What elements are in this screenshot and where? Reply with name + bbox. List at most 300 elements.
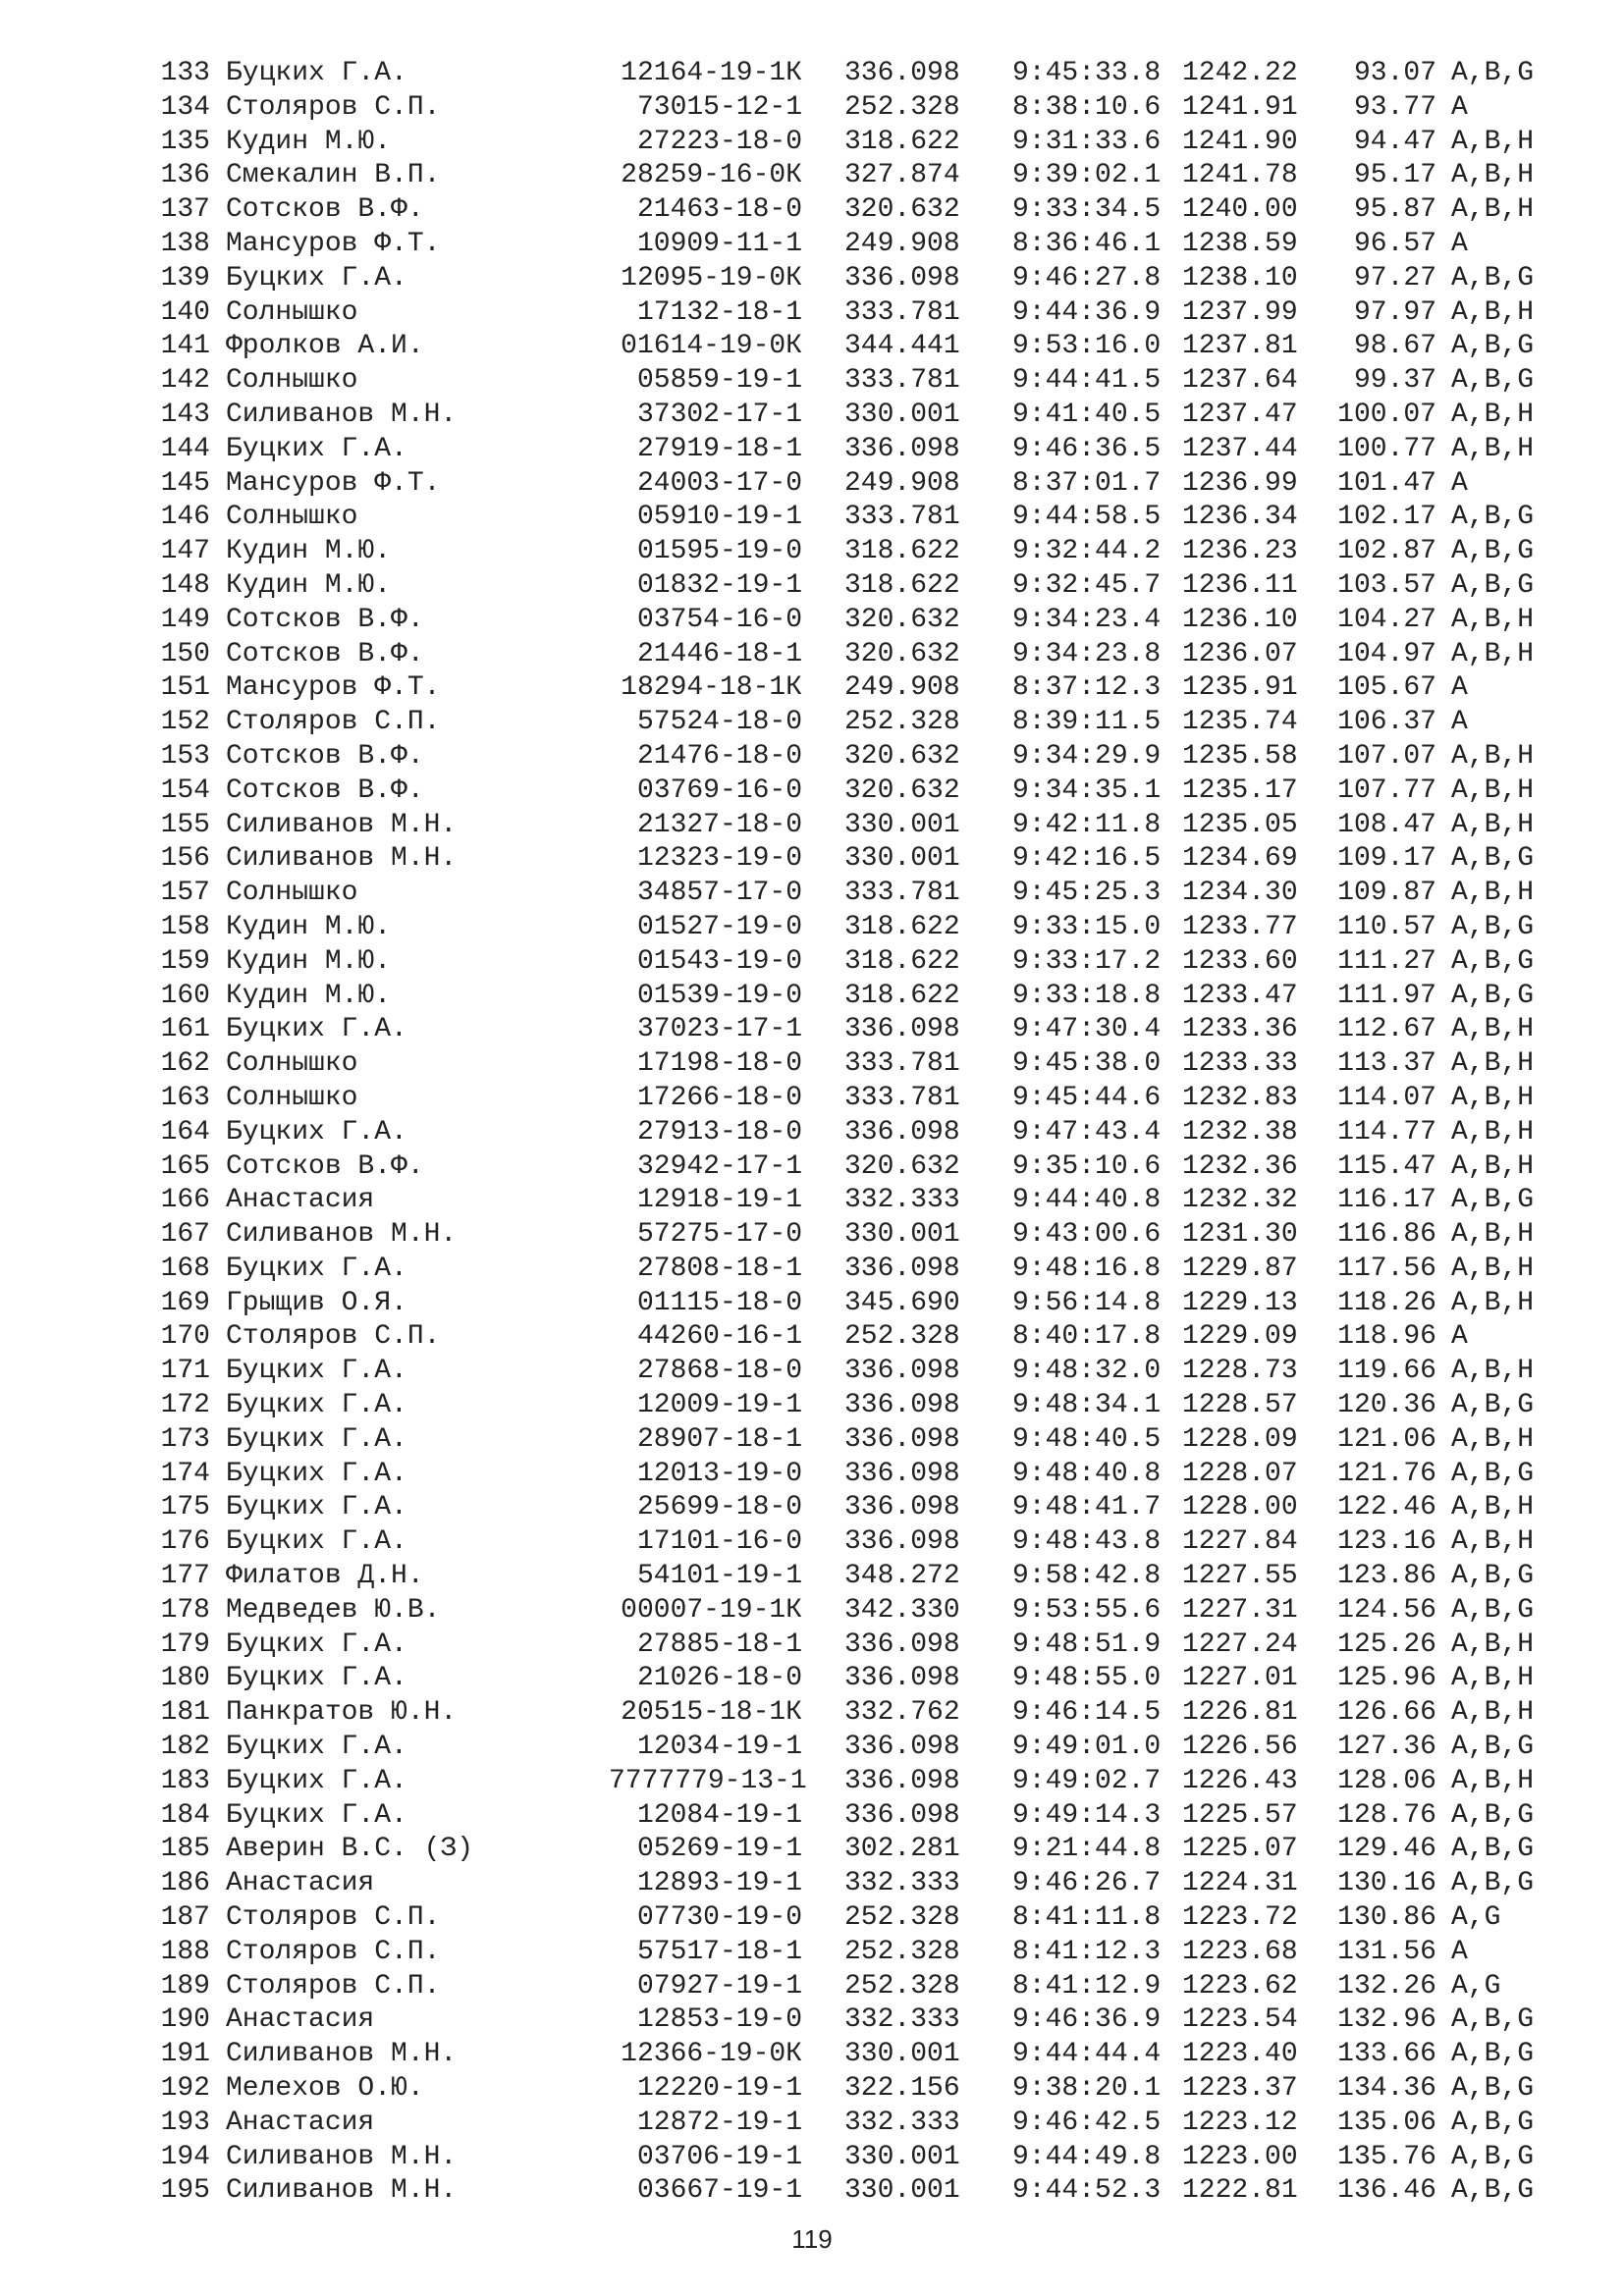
speed-cell: 1232.32 [1182,1185,1298,1216]
ring-number-cell: 27913-18-0 [636,1116,802,1148]
name-cell: Аверин В.С. (З) [226,1834,474,1865]
rank-cell: 191 [160,2039,210,2070]
speed-cell: 1236.10 [1182,604,1298,635]
speed-cell: 1241.78 [1182,160,1298,191]
rank-cell: 182 [160,1732,210,1763]
category-flags-cell: A,B,H [1451,1287,1535,1318]
rank-cell: 151 [160,672,210,704]
arrival-time-cell: 9:47:43.4 [1012,1116,1162,1148]
ring-number-cell: 44260-16-1 [636,1321,802,1353]
category-flags-cell: A,B,G [1451,1458,1535,1489]
arrival-time-cell: 9:43:00.6 [1012,1219,1162,1251]
distance-cell: 249.908 [844,672,960,704]
arrival-time-cell: 8:41:12.3 [1012,1936,1162,1967]
category-flags-cell: A,B,H [1451,604,1535,635]
ring-number-cell: 05910-19-1 [636,502,802,533]
category-flags-cell: A,B,H [1451,194,1535,226]
coefficient-cell: 126.66 [1337,1697,1436,1729]
coefficient-cell: 103.57 [1337,569,1436,601]
distance-cell: 252.328 [844,1902,960,1934]
speed-cell: 1242.22 [1182,58,1298,88]
arrival-time-cell: 9:44:40.8 [1012,1185,1162,1216]
category-flags-cell: A [1451,467,1468,499]
distance-cell: 336.098 [844,1732,960,1763]
rank-cell: 185 [160,1834,210,1865]
name-cell: Силиванов М.Н. [226,1219,458,1251]
arrival-time-cell: 9:53:55.6 [1012,1594,1162,1626]
rank-cell: 152 [160,707,210,738]
arrival-time-cell: 9:21:44.8 [1012,1834,1162,1865]
distance-cell: 336.098 [844,1629,960,1660]
rank-cell: 145 [160,467,210,499]
coefficient-cell: 108.47 [1337,809,1436,840]
rank-cell: 193 [160,2107,210,2138]
arrival-time-cell: 9:46:36.5 [1012,433,1162,464]
distance-cell: 330.001 [844,2175,960,2207]
coefficient-cell: 125.26 [1337,1629,1436,1660]
speed-cell: 1235.91 [1182,672,1298,704]
ring-number-cell: 7777779-13-1 [609,1765,807,1796]
name-cell: Буцких Г.А. [226,433,407,464]
coefficient-cell: 128.06 [1337,1765,1436,1796]
arrival-time-cell: 9:48:43.8 [1012,1526,1162,1558]
name-cell: Сотсков В.Ф. [226,740,424,772]
rank-cell: 143 [160,399,210,430]
coefficient-cell: 97.27 [1353,262,1436,294]
distance-cell: 336.098 [844,1526,960,1558]
speed-cell: 1229.87 [1182,1253,1298,1284]
speed-cell: 1228.00 [1182,1492,1298,1523]
ring-number-cell: 12323-19-0 [636,843,802,875]
ring-number-cell: 01543-19-0 [636,945,802,977]
category-flags-cell: A,B,H [1451,160,1535,191]
distance-cell: 336.098 [844,1356,960,1387]
category-flags-cell: A,B,G [1451,569,1535,601]
arrival-time-cell: 9:47:30.4 [1012,1014,1162,1045]
distance-cell: 318.622 [844,911,960,942]
name-cell: Мансуров Ф.Т. [226,467,441,499]
rank-cell: 141 [160,331,210,362]
rank-cell: 189 [160,1970,210,2002]
ring-number-cell: 12918-19-1 [636,1185,802,1216]
arrival-time-cell: 9:48:51.9 [1012,1629,1162,1660]
name-cell: Грыщив О.Я. [226,1287,407,1318]
coefficient-cell: 122.46 [1337,1492,1436,1523]
coefficient-cell: 104.27 [1337,604,1436,635]
ring-number-cell: 28259-16-0К [621,160,802,191]
arrival-time-cell: 9:45:44.6 [1012,1082,1162,1113]
name-cell: Буцких Г.А. [226,1356,407,1387]
name-cell: Фролков А.И. [226,331,424,362]
name-cell: Силиванов М.Н. [226,809,458,840]
speed-cell: 1238.10 [1182,262,1298,294]
distance-cell: 318.622 [844,536,960,567]
name-cell: Сотсков В.Ф. [226,604,424,635]
name-cell: Мансуров Ф.Т. [226,228,441,259]
coefficient-cell: 135.76 [1337,2141,1436,2172]
distance-cell: 252.328 [844,91,960,123]
ring-number-cell: 01614-19-0К [621,331,802,362]
category-flags-cell: A,B,H [1451,1356,1535,1387]
arrival-time-cell: 9:44:44.4 [1012,2039,1162,2070]
distance-cell: 302.281 [844,1834,960,1865]
ring-number-cell: 01595-19-0 [636,536,802,567]
name-cell: Столяров С.П. [226,1321,441,1353]
rank-cell: 194 [160,2141,210,2172]
coefficient-cell: 111.27 [1337,945,1436,977]
rank-cell: 162 [160,1048,210,1080]
speed-cell: 1223.54 [1182,2004,1298,2036]
category-flags-cell: A,B,H [1451,1526,1535,1558]
distance-cell: 332.333 [844,1868,960,1899]
arrival-time-cell: 9:46:42.5 [1012,2107,1162,2138]
rank-cell: 187 [160,1902,210,1934]
name-cell: Столяров С.П. [226,707,441,738]
distance-cell: 320.632 [844,638,960,669]
rank-cell: 169 [160,1287,210,1318]
arrival-time-cell: 8:37:12.3 [1012,672,1162,704]
ring-number-cell: 12013-19-0 [636,1458,802,1489]
ring-number-cell: 12853-19-0 [636,2004,802,2036]
coefficient-cell: 134.36 [1337,2073,1436,2105]
distance-cell: 333.781 [844,878,960,909]
ring-number-cell: 17101-16-0 [636,1526,802,1558]
ring-number-cell: 21446-18-1 [636,638,802,669]
rank-cell: 134 [160,91,210,123]
coefficient-cell: 136.46 [1337,2175,1436,2207]
arrival-time-cell: 9:44:58.5 [1012,502,1162,533]
rank-cell: 183 [160,1765,210,1796]
distance-cell: 336.098 [844,1492,960,1523]
arrival-time-cell: 8:38:10.6 [1012,91,1162,123]
ring-number-cell: 34857-17-0 [636,878,802,909]
category-flags-cell: A,B,H [1451,399,1535,430]
coefficient-cell: 113.37 [1337,1048,1436,1080]
category-flags-cell: A,B,H [1451,1219,1535,1251]
distance-cell: 252.328 [844,1970,960,2002]
rank-cell: 172 [160,1390,210,1421]
coefficient-cell: 100.07 [1337,399,1436,430]
arrival-time-cell: 9:44:52.3 [1012,2175,1162,2207]
ring-number-cell: 12893-19-1 [636,1868,802,1899]
coefficient-cell: 109.87 [1337,878,1436,909]
arrival-time-cell: 9:34:23.4 [1012,604,1162,635]
rank-cell: 146 [160,502,210,533]
rank-cell: 173 [160,1423,210,1455]
distance-cell: 336.098 [844,1663,960,1694]
coefficient-cell: 100.77 [1337,433,1436,464]
coefficient-cell: 109.17 [1337,843,1436,875]
category-flags-cell: A,B,G [1451,1390,1535,1421]
speed-cell: 1231.30 [1182,1219,1298,1251]
speed-cell: 1227.55 [1182,1561,1298,1592]
speed-cell: 1229.09 [1182,1321,1298,1353]
speed-cell: 1233.77 [1182,911,1298,942]
rank-cell: 192 [160,2073,210,2105]
distance-cell: 330.001 [844,843,960,875]
category-flags-cell: A,G [1451,1902,1501,1934]
rank-cell: 166 [160,1185,210,1216]
coefficient-cell: 102.87 [1337,536,1436,567]
rank-cell: 188 [160,1936,210,1967]
distance-cell: 336.098 [844,58,960,88]
speed-cell: 1233.60 [1182,945,1298,977]
ring-number-cell: 25699-18-0 [636,1492,802,1523]
category-flags-cell: A,B,H [1451,1663,1535,1694]
rank-cell: 133 [160,58,210,88]
category-flags-cell: A,B,G [1451,1185,1535,1216]
distance-cell: 336.098 [844,1253,960,1284]
category-flags-cell: A,B,G [1451,536,1535,567]
ring-number-cell: 18294-18-1К [621,672,802,704]
speed-cell: 1227.24 [1182,1629,1298,1660]
arrival-time-cell: 9:44:41.5 [1012,365,1162,397]
distance-cell: 330.001 [844,1219,960,1251]
ring-number-cell: 01539-19-0 [636,980,802,1011]
distance-cell: 332.333 [844,2107,960,2138]
arrival-time-cell: 9:48:34.1 [1012,1390,1162,1421]
coefficient-cell: 107.07 [1337,740,1436,772]
name-cell: Столяров С.П. [226,91,441,123]
speed-cell: 1237.81 [1182,331,1298,362]
category-flags-cell: A,B,G [1451,1732,1535,1763]
arrival-time-cell: 9:48:16.8 [1012,1253,1162,1284]
category-flags-cell: A,B,G [1451,1561,1535,1592]
coefficient-cell: 114.77 [1337,1116,1436,1148]
rank-cell: 149 [160,604,210,635]
speed-cell: 1223.62 [1182,1970,1298,2002]
ring-number-cell: 12084-19-1 [636,1799,802,1831]
category-flags-cell: A [1451,91,1468,123]
speed-cell: 1236.11 [1182,569,1298,601]
arrival-time-cell: 9:34:23.8 [1012,638,1162,669]
category-flags-cell: A,B,H [1451,1048,1535,1080]
speed-cell: 1223.68 [1182,1936,1298,1967]
category-flags-cell: A,B,H [1451,1014,1535,1045]
distance-cell: 333.781 [844,365,960,397]
distance-cell: 336.098 [844,1116,960,1148]
name-cell: Буцких Г.А. [226,1799,407,1831]
speed-cell: 1228.73 [1182,1356,1298,1387]
ring-number-cell: 03706-19-1 [636,2141,802,2172]
coefficient-cell: 112.67 [1337,1014,1436,1045]
ring-number-cell: 57275-17-0 [636,1219,802,1251]
arrival-time-cell: 9:49:02.7 [1012,1765,1162,1796]
coefficient-cell: 130.16 [1337,1868,1436,1899]
category-flags-cell: A,B,G [1451,1799,1535,1831]
speed-cell: 1234.30 [1182,878,1298,909]
ring-number-cell: 03667-19-1 [636,2175,802,2207]
distance-cell: 327.874 [844,160,960,191]
category-flags-cell: A,B,G [1451,1594,1535,1626]
category-flags-cell: A,B,H [1451,1253,1535,1284]
category-flags-cell: A,B,H [1451,1765,1535,1796]
speed-cell: 1238.59 [1182,228,1298,259]
coefficient-cell: 111.97 [1337,980,1436,1011]
name-cell: Буцких Г.А. [226,1423,407,1455]
ring-number-cell: 05859-19-1 [636,365,802,397]
coefficient-cell: 110.57 [1337,911,1436,942]
coefficient-cell: 129.46 [1337,1834,1436,1865]
name-cell: Сотсков В.Ф. [226,194,424,226]
coefficient-cell: 125.96 [1337,1663,1436,1694]
ring-number-cell: 27223-18-0 [636,126,802,157]
distance-cell: 252.328 [844,707,960,738]
ring-number-cell: 01527-19-0 [636,911,802,942]
name-cell: Буцких Г.А. [226,1458,407,1489]
category-flags-cell: A,B,H [1451,1116,1535,1148]
name-cell: Филатов Д.Н. [226,1561,424,1592]
distance-cell: 330.001 [844,2141,960,2172]
arrival-time-cell: 8:41:11.8 [1012,1902,1162,1934]
coefficient-cell: 106.37 [1337,707,1436,738]
arrival-time-cell: 9:49:14.3 [1012,1799,1162,1831]
category-flags-cell: A,B,G [1451,2107,1535,2138]
coefficient-cell: 118.26 [1337,1287,1436,1318]
name-cell: Мелехов О.Ю. [226,2073,424,2105]
ring-number-cell: 17132-18-1 [636,296,802,328]
distance-cell: 318.622 [844,980,960,1011]
coefficient-cell: 132.26 [1337,1970,1436,2002]
arrival-time-cell: 9:34:29.9 [1012,740,1162,772]
coefficient-cell: 127.36 [1337,1732,1436,1763]
speed-cell: 1225.07 [1182,1834,1298,1865]
speed-cell: 1228.07 [1182,1458,1298,1489]
ring-number-cell: 03754-16-0 [636,604,802,635]
ring-number-cell: 24003-17-0 [636,467,802,499]
category-flags-cell: A,B,G [1451,2039,1535,2070]
ring-number-cell: 12009-19-1 [636,1390,802,1421]
distance-cell: 336.098 [844,1390,960,1421]
rank-cell: 136 [160,160,210,191]
ring-number-cell: 21026-18-0 [636,1663,802,1694]
category-flags-cell: A,B,H [1451,1150,1535,1182]
name-cell: Кудин М.Ю. [226,980,392,1011]
category-flags-cell: A,B,G [1451,331,1535,362]
arrival-time-cell: 8:36:46.1 [1012,228,1162,259]
category-flags-cell: A [1451,1321,1468,1353]
rank-cell: 175 [160,1492,210,1523]
arrival-time-cell: 9:41:40.5 [1012,399,1162,430]
arrival-time-cell: 8:41:12.9 [1012,1970,1162,2002]
distance-cell: 320.632 [844,1150,960,1182]
category-flags-cell: A,B,H [1451,638,1535,669]
rank-cell: 190 [160,2004,210,2036]
name-cell: Силиванов М.Н. [226,2141,458,2172]
ring-number-cell: 12366-19-0К [621,2039,802,2070]
distance-cell: 318.622 [844,569,960,601]
ring-number-cell: 73015-12-1 [636,91,802,123]
rank-cell: 140 [160,296,210,328]
ring-number-cell: 03769-16-0 [636,774,802,806]
rank-cell: 148 [160,569,210,601]
arrival-time-cell: 9:45:25.3 [1012,878,1162,909]
category-flags-cell: A,B,H [1451,1423,1535,1455]
name-cell: Буцких Г.А. [226,262,407,294]
arrival-time-cell: 9:58:42.8 [1012,1561,1162,1592]
rank-cell: 159 [160,945,210,977]
ring-number-cell: 12095-19-0К [621,262,802,294]
rank-cell: 165 [160,1150,210,1182]
name-cell: Буцких Г.А. [226,1629,407,1660]
speed-cell: 1223.00 [1182,2141,1298,2172]
name-cell: Кудин М.Ю. [226,126,392,157]
distance-cell: 249.908 [844,467,960,499]
speed-cell: 1237.64 [1182,365,1298,397]
arrival-time-cell: 9:48:32.0 [1012,1356,1162,1387]
name-cell: Анастасия [226,1185,375,1216]
rank-cell: 174 [160,1458,210,1489]
ring-number-cell: 27885-18-1 [636,1629,802,1660]
ring-number-cell: 07927-19-1 [636,1970,802,2002]
speed-cell: 1223.37 [1182,2073,1298,2105]
category-flags-cell: A [1451,672,1468,704]
distance-cell: 348.272 [844,1561,960,1592]
rank-cell: 170 [160,1321,210,1353]
coefficient-cell: 115.47 [1337,1150,1436,1182]
speed-cell: 1233.47 [1182,980,1298,1011]
distance-cell: 336.098 [844,1765,960,1796]
distance-cell: 345.690 [844,1287,960,1318]
speed-cell: 1228.57 [1182,1390,1298,1421]
name-cell: Медведев Ю.В. [226,1594,441,1626]
coefficient-cell: 121.76 [1337,1458,1436,1489]
arrival-time-cell: 9:48:40.5 [1012,1423,1162,1455]
distance-cell: 333.781 [844,502,960,533]
name-cell: Солнышко [226,296,358,328]
speed-cell: 1241.90 [1182,126,1298,157]
category-flags-cell: A,B,H [1451,1629,1535,1660]
rank-cell: 144 [160,433,210,464]
name-cell: Панкратов Ю.Н. [226,1697,458,1729]
speed-cell: 1235.17 [1182,774,1298,806]
ring-number-cell: 57524-18-0 [636,707,802,738]
category-flags-cell: A,B,G [1451,945,1535,977]
arrival-time-cell: 9:33:15.0 [1012,911,1162,942]
speed-cell: 1237.44 [1182,433,1298,464]
category-flags-cell: A,B,H [1451,774,1535,806]
category-flags-cell: A,B,H [1451,809,1535,840]
ring-number-cell: 57517-18-1 [636,1936,802,1967]
speed-cell: 1232.36 [1182,1150,1298,1182]
name-cell: Буцких Г.А. [226,1732,407,1763]
speed-cell: 1236.23 [1182,536,1298,567]
speed-cell: 1235.05 [1182,809,1298,840]
speed-cell: 1223.40 [1182,2039,1298,2070]
category-flags-cell: A,B,G [1451,2141,1535,2172]
rank-cell: 171 [160,1356,210,1387]
coefficient-cell: 124.56 [1337,1594,1436,1626]
rank-cell: 157 [160,878,210,909]
speed-cell: 1232.38 [1182,1116,1298,1148]
coefficient-cell: 132.96 [1337,2004,1436,2036]
category-flags-cell: A,B,G [1451,1834,1535,1865]
coefficient-cell: 117.56 [1337,1253,1436,1284]
rank-cell: 156 [160,843,210,875]
ring-number-cell: 12034-19-1 [636,1732,802,1763]
name-cell: Солнышко [226,1082,358,1113]
name-cell: Солнышко [226,365,358,397]
ring-number-cell: 27808-18-1 [636,1253,802,1284]
rank-cell: 158 [160,911,210,942]
speed-cell: 1232.83 [1182,1082,1298,1113]
name-cell: Кудин М.Ю. [226,569,392,601]
speed-cell: 1224.31 [1182,1868,1298,1899]
name-cell: Сотсков В.Ф. [226,1150,424,1182]
ring-number-cell: 07730-19-0 [636,1902,802,1934]
name-cell: Солнышко [226,502,358,533]
distance-cell: 336.098 [844,433,960,464]
